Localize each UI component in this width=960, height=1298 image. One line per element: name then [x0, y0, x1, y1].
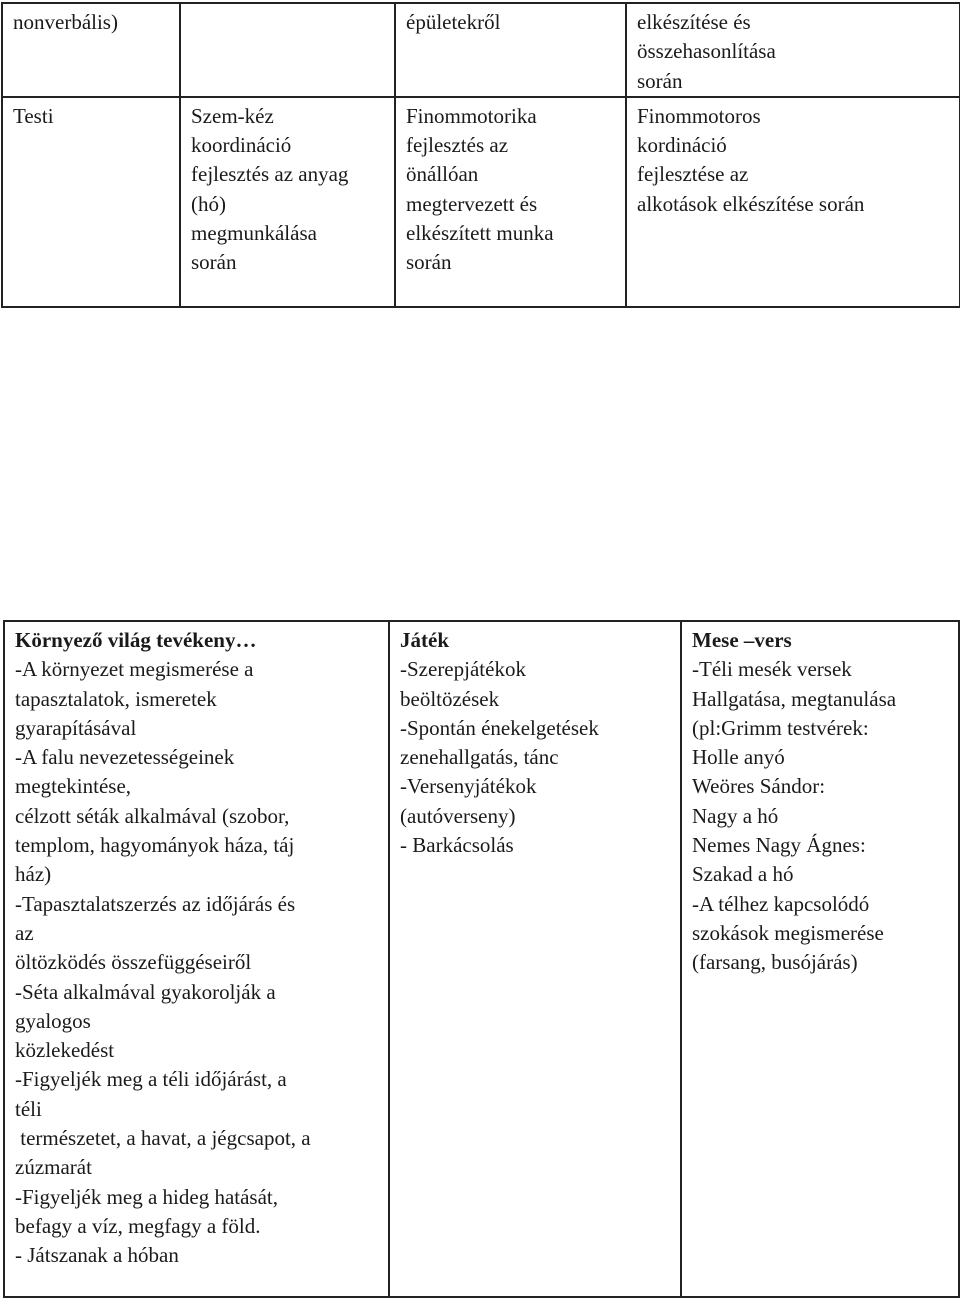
text-line: gyalogos — [15, 1008, 91, 1033]
text-line: - Játszanak a hóban — [15, 1243, 179, 1268]
text-line: (hó) — [191, 191, 226, 216]
text-line: megtervezett és — [406, 191, 538, 216]
text-line: beöltözések — [400, 686, 500, 711]
text-line: Finommotorika — [406, 103, 537, 128]
text-line: -Figyeljék meg a hideg hatását, — [15, 1184, 279, 1209]
text-line: befagy a víz, megfagy a föld. — [15, 1213, 261, 1238]
top-row2-col3-cell — [395, 97, 626, 307]
text-line: Holle anyó — [692, 745, 785, 770]
top-row1-col2-cell — [180, 3, 395, 97]
text-line: fejlesztés az — [406, 133, 509, 158]
text-line: -Téli mesék versek — [692, 657, 852, 682]
text-line: során — [637, 68, 683, 93]
play-cell — [389, 621, 681, 1297]
text-line: (autóverseny) — [400, 803, 516, 828]
text-line: Nemes Nagy Ágnes: — [692, 833, 866, 858]
text-line: zúzmarát — [15, 1155, 92, 1180]
environment-title: Környező világ tevékeny… — [15, 628, 257, 652]
top-row1-col1-cell — [2, 3, 180, 97]
text-line: (pl:Grimm testvérek: — [692, 715, 869, 740]
text-line: az — [15, 920, 34, 945]
text-line: Szakad a hó — [692, 862, 794, 887]
text-line: Finommotoros — [637, 103, 761, 128]
top-row2-col1-cell — [2, 97, 180, 307]
text-line: öltözködés összefüggéseiről — [15, 950, 252, 975]
text-line: megtekintése, — [15, 774, 132, 799]
text-line: Testi — [13, 103, 54, 128]
table-row — [4, 621, 959, 1297]
text-line: elkészített munka — [406, 221, 554, 246]
text-line: során — [406, 250, 452, 275]
text-line: (farsang, busójárás) — [692, 950, 858, 975]
bottom-table — [3, 620, 960, 1298]
text-line: megmunkálása — [191, 221, 317, 246]
top-row2-col2-cell — [180, 97, 395, 307]
top-row2-col4-cell — [626, 97, 960, 307]
text-line: -Spontán énekelgetések — [400, 715, 599, 740]
text-line: Szem-kéz — [191, 103, 274, 128]
text-line: -Versenyjátékok — [400, 774, 537, 799]
text-line: nonverbális) — [13, 10, 118, 34]
table-row — [2, 97, 960, 307]
text-line: fejlesztés az anyag — [191, 162, 349, 187]
text-line: zenehallgatás, tánc — [400, 745, 559, 770]
text-line: szokások megismerése — [692, 920, 884, 945]
text-line: gyarapításával — [15, 715, 137, 740]
text-line: - Barkácsolás — [400, 833, 514, 858]
text-line: -Figyeljék meg a téli időjárást, a — [15, 1067, 287, 1092]
text-line: téli — [15, 1096, 42, 1121]
text-line: természetet, a havat, a jégcsapot, a — [15, 1126, 311, 1151]
top-table — [1, 2, 960, 308]
play-title: Játék — [400, 628, 449, 652]
text-line: elkészítése és — [637, 10, 751, 34]
text-line: templom, hagyományok háza, táj — [15, 833, 295, 858]
text-line: összehasonlítása — [637, 39, 776, 64]
text-line: épületekről — [406, 10, 501, 34]
story-poem-cell — [681, 621, 959, 1297]
table-row — [2, 3, 960, 97]
text-line: közlekedést — [15, 1038, 115, 1063]
text-line: Weöres Sándor: — [692, 774, 826, 799]
text-line: -Séta alkalmával gyakorolják a — [15, 979, 276, 1004]
text-line: -Szerepjátékok — [400, 657, 526, 682]
text-line: -A környezet megismerése a — [15, 657, 254, 682]
story-poem-title: Mese –vers — [692, 628, 792, 652]
environment-cell — [4, 621, 389, 1297]
text-line: fejlesztése az — [637, 162, 749, 187]
text-line: önállóan — [406, 162, 479, 187]
text-line: -Tapasztalatszerzés az időjárás és — [15, 891, 296, 916]
text-line: tapasztalatok, ismeretek — [15, 686, 217, 711]
text-line: célzott séták alkalmával (szobor, — [15, 803, 290, 828]
top-row1-col4-cell — [626, 3, 960, 97]
text-line: Hallgatása, megtanulása — [692, 686, 897, 711]
text-line: kordináció — [637, 133, 727, 158]
top-row1-col3-cell — [395, 3, 626, 97]
text-line: koordináció — [191, 133, 292, 158]
text-line: alkotások elkészítése során — [637, 191, 865, 216]
text-line: -A télhez kapcsolódó — [692, 891, 870, 916]
text-line: Nagy a hó — [692, 803, 779, 828]
text-line: során — [191, 250, 237, 275]
text-line: ház) — [15, 862, 52, 887]
text-line: -A falu nevezetességeinek — [15, 745, 235, 770]
